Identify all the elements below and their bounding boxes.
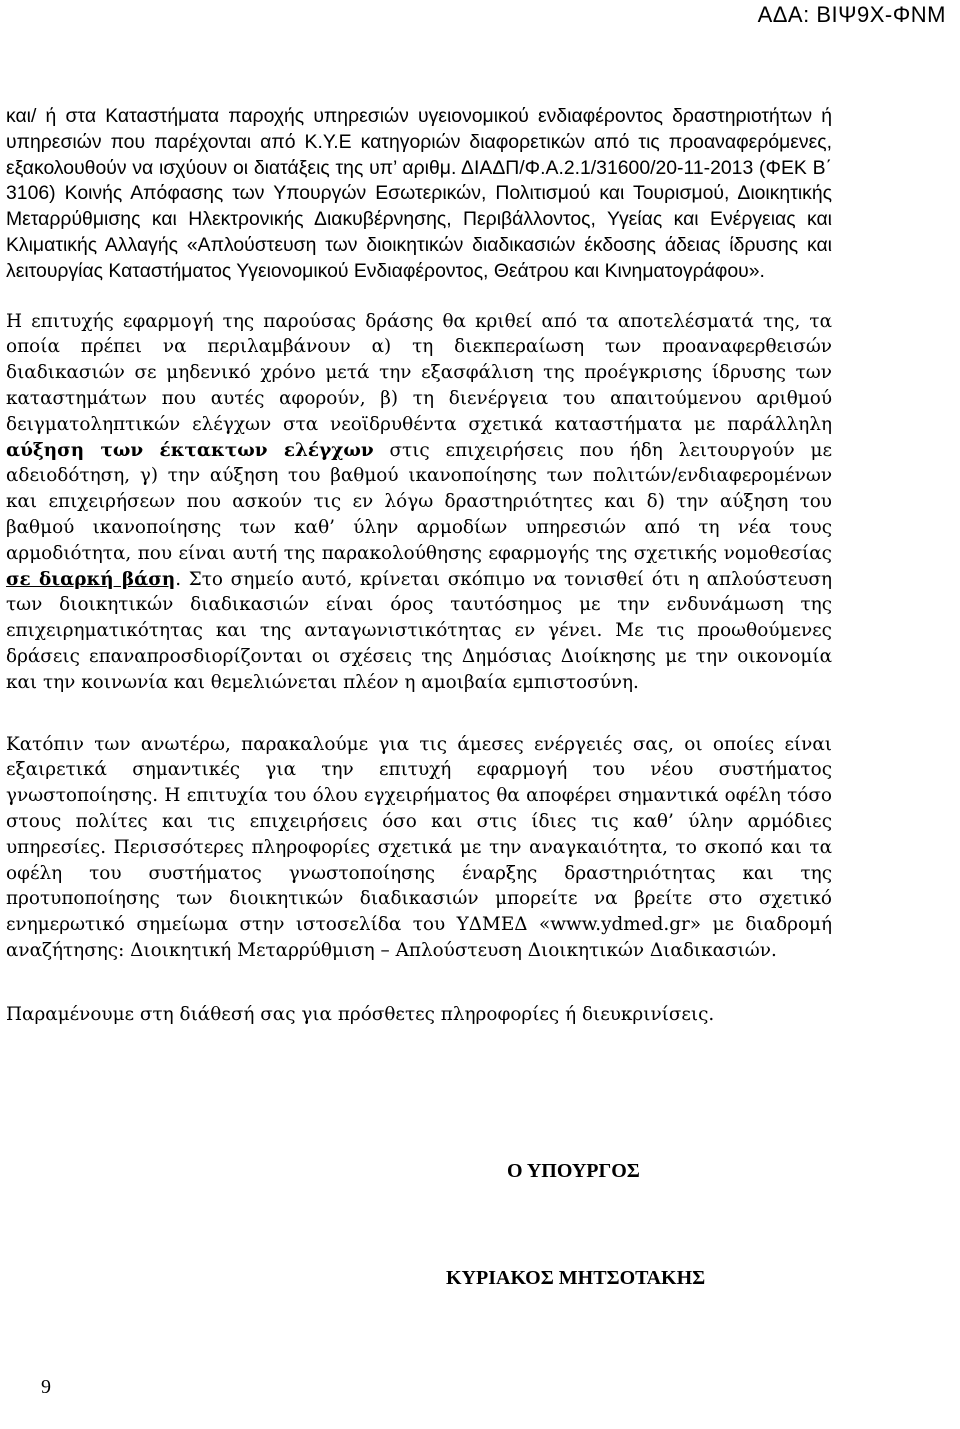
page-number: 9 <box>41 1376 51 1398</box>
emphasis-bold: αύξηση των έκτακτων ελέγχων <box>6 439 374 461</box>
paragraph-text: στις επιχειρήσεις που ήδη λειτουργούν με αδειοδότηση, γ) την αύξηση του βαθμού ικανοποίησης των πολιτών/ενδιαφερομένων και επιχειρήσεων που ασκούν τις εν λόγω δραστηριότητες και δ) την αύξηση του βαθμού ικανοποίησης των καθ’ ύλην αρμοδίων υπηρεσιών από τη νέα τους αρμοδιότητα, που είναι αυτή της παρακολούθησης εφαρμογής της σχετικής νομοθεσίας <box>6 439 832 564</box>
ada-code-header: ΑΔΑ: ΒΙΨ9Χ-ΦΝΜ <box>757 2 946 27</box>
emphasis-bold-underline: σε διαρκή βάση <box>6 568 176 590</box>
signature-name: ΚΥΡΙΑΚΟΣ ΜΗΤΣΟΤΑΚΗΣ <box>446 1267 706 1289</box>
signature-title: Ο ΥΠΟΥΡΓΟΣ <box>507 1160 640 1182</box>
document-body <box>6 104 832 1028</box>
paragraph-legal-reference: και/ ή στα Καταστήματα παροχής υπηρεσιών υγειονομικού ενδιαφέροντος δραστηριοτήτων ή υπηρεσιών που παρέχονται από Κ.Υ.Ε κατηγοριών διαφορετικών από τις προαναφερόμενες, εξακολουθούν να ισχύουν οι διατάξεις της υπ’ αριθμ. ΔΙΑΔΠ/Φ.Α.2.1/31600/20-11-2013 (ΦΕΚ Β΄ 3106) Κοινής Απόφασης των Υπουργών Εσωτερικών, Πολιτισμού και Τουρισμού, Διοικητικής Μεταρρύθμισης και Ηλεκτρονικής Διακυβέρνησης, Περιβάλλοντος, Υγείας και Ενέργειας και Κλιματικής Αλλαγής «Απλούστευση των διοικητικών διαδικασιών έκδοσης άδειας ίδρυσης και λειτουργίας Καταστήματος Υγειονομικού Ενδιαφέροντος, Θεάτρου και Κινηματογράφου». <box>6 105 832 282</box>
paragraph-closing: Παραμένουμε στη διάθεσή σας για πρόσθετες πληροφορίες ή διευκρινίσεις. <box>6 1003 715 1025</box>
paragraph-success-criteria <box>6 309 832 696</box>
paragraph-text: Η επιτυχής εφαρμογή της παρούσας δράσης θα κριθεί από τα αποτελέσματά της, τα οποία πρέπει να περιλαμβάνουν α) τη διεκπεραίωση των προαναφερθεισών διαδικασιών σε μηδενικό χρόνο μετά την εξασφάλιση της προέγκρισης ίδρυσης των καταστημάτων που αυτές αφορούν, β) τη διενέργεια του απαιτούμενου αριθμού δειγματοληπτικών ελέγχων στα νεοϊδρυθέντα σχετικά καταστήματα με παράλληλη <box>6 310 832 435</box>
paragraph-request-actions: Κατόπιν των ανωτέρω, παρακαλούμε για τις άμεσες ενέργειές σας, οι οποίες είναι εξαιρετικά σημαντικές για την επιτυχή εφαρμογή του νέου συστήματος γνωστοποίησης. Η επιτυχία του όλου εγχειρήματος θα αποφέρει σημαντικά οφέλη τόσο στους πολίτες και τις επιχειρήσεις όσο και στις ίδιες τις καθ’ ύλην αρμόδιες υπηρεσίες. Περισσότερες πληροφορίες σχετικά με την αναγκαιότητα, το σκοπό και τα οφέλη του συστήματος γνωστοποίησης έναρξης δραστηριότητας και της προτυποποίησης των διοικητικών διαδικασιών μπορείτε να βρείτε στο σχετικό ενημερωτικό σημείωμα στην ιστοσελίδα του ΥΔΜΕΔ «www.ydmed.gr» με διαδρομή αναζήτησης: Διοικητική Μεταρρύθμιση – Απλούστευση Διοικητικών Διαδικασιών. <box>6 733 832 961</box>
paragraph-text: . Στο σημείο αυτό, κρίνεται σκόπιμο να τονισθεί ότι η απλούστευση των διοικητικών διαδικασιών είναι όρος ταυτόσημος με την ενδυνάμωση της επιχειρηματικότητας και της ανταγωνιστικότητας εν γένει. Με τις προωθούμενες δράσεις επαναπροσδιορίζονται οι σχέσεις της Δημόσιας Διοίκησης με την οικονομία και την κοινωνία και θεμελιώνεται πλέον η αμοιβαία εμπιστοσύνη. <box>6 568 833 693</box>
